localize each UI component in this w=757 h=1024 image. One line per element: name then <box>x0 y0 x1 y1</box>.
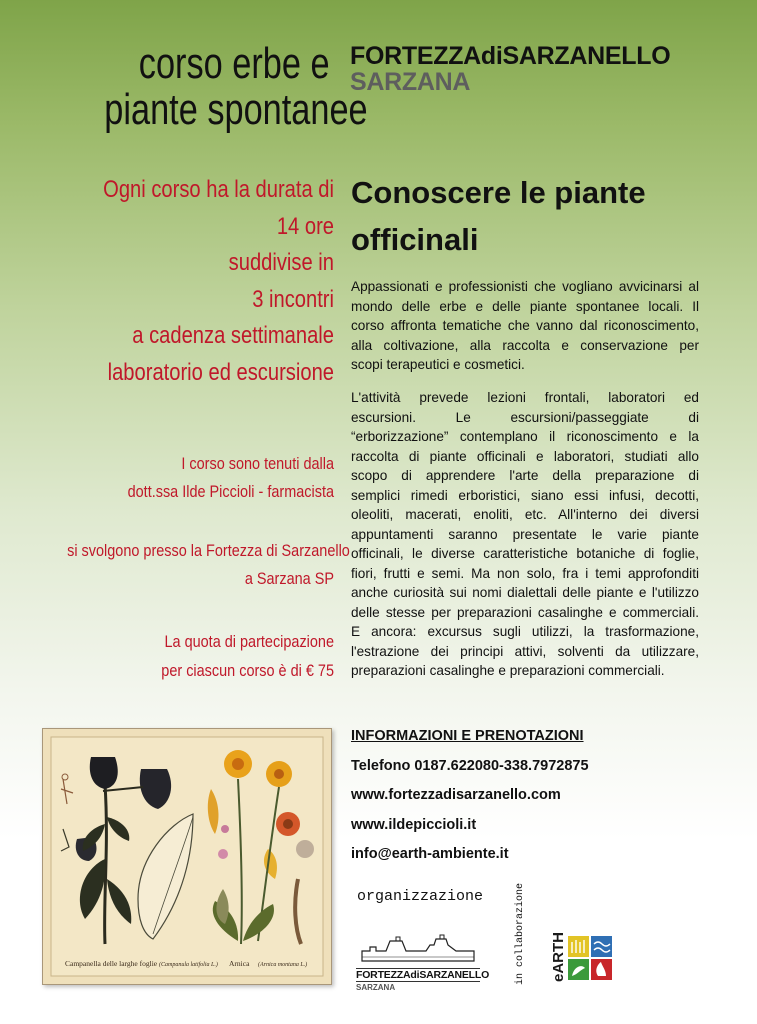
info-line: a cadenza settimanale <box>132 322 334 349</box>
venue-name: FORTEZZAdiSARZANELLO <box>350 42 671 70</box>
botanical-plants-image <box>43 729 331 984</box>
teacher-line: I corso sono tenuti dalla <box>181 454 334 473</box>
paragraph-line: semplici rimedi erboristici, siano essi infusi, decotti, <box>351 487 699 503</box>
teacher-line: dott.ssa Ilde Piccioli - farmacista <box>127 482 334 501</box>
activity-paragraph <box>351 388 699 681</box>
paragraph-line: scopi terapeutici e cosmetici. <box>351 357 525 372</box>
fortress-icon <box>356 933 480 963</box>
venue-city: SARZANA <box>350 68 471 96</box>
paragraph-line: delle stesse per preparazioni casalinghe e commerciali. <box>351 604 699 620</box>
fortezza-logo <box>356 933 490 992</box>
teacher-info <box>40 450 334 506</box>
paragraph-line: corso affronta tematiche che vanno dal riconoscimento, <box>351 318 699 333</box>
main-heading-line1: Conoscere le piante <box>351 175 646 210</box>
paragraph-line: oleoliti, macerati, enoliti, etc. All'interno dei diversi <box>351 507 699 522</box>
caption-right: Arnica <box>229 959 250 968</box>
caption-left-latin: (Campanula latifolia L.) <box>159 962 218 968</box>
email-link[interactable]: info@earth-ambiente.it <box>351 846 509 862</box>
main-heading <box>351 173 731 260</box>
intro-paragraph <box>351 277 699 375</box>
location-info <box>20 537 350 593</box>
paragraph-line: E ancora: excursus sugli utilizzi, la trasformazione, <box>351 624 699 639</box>
fee-line: La quota di partecipazione <box>164 632 334 651</box>
paragraph-line: “erborizzazione” contemplano il riconoscimento e la <box>351 429 699 444</box>
course-title-line2: piante spontanee <box>104 85 368 134</box>
caption-left: Campanella delle larghe foglie <box>65 959 158 968</box>
paragraph-line: mondo delle erbe e delle piante spontanee locali. Il <box>351 298 699 314</box>
paragraph-line: officinali, le diverse caratteristiche botaniche di foglie, <box>351 546 699 561</box>
earth-elements-icon <box>568 936 614 982</box>
fortezza-logo-name: FORTEZZAdiSARZANELLO <box>356 969 490 981</box>
organization-label: organizzazione <box>357 888 484 905</box>
earth-logo-text: eARTH <box>550 931 567 982</box>
website-fortezza-link[interactable]: www.fortezzadisarzanello.com <box>351 787 561 803</box>
paragraph-line: appuntamenti saranno presentate le varie piante <box>351 526 699 542</box>
info-line: Ogni corso ha la durata di <box>103 176 334 203</box>
contact-phone: Telefono 0187.622080-338.7972875 <box>351 758 589 774</box>
info-line: suddivise in <box>228 249 334 276</box>
contact-title: INFORMAZIONI E PRENOTAZIONI <box>351 728 584 744</box>
main-heading-line2: officinali <box>351 222 479 257</box>
course-duration-info <box>40 172 334 391</box>
info-line: 14 ore <box>276 212 334 240</box>
paragraph-line: l'estrazione dei principi attivi, solventi da utilizzare, <box>351 643 699 659</box>
paragraph-line: escursioni. Le escursioni/passeggiate di <box>351 409 699 425</box>
fee-info <box>40 627 334 685</box>
collaboration-label: in collaborazione <box>515 882 526 985</box>
course-title <box>30 39 368 134</box>
location-line: a Sarzana SP <box>244 569 334 588</box>
website-piccioli-link[interactable]: www.ildepiccioli.it <box>351 817 477 833</box>
fee-line: per ciascun corso è di € 75 <box>161 661 334 680</box>
botanical-illustration <box>42 728 332 985</box>
paragraph-line: Appassionati e professionisti che vogliano avvicinarsi al <box>351 279 699 294</box>
caption-right-latin: (Arnica montana L.) <box>258 962 308 968</box>
paragraph-line: anche curiosità sui nomi dialettali delle piante e l'utilizzo <box>351 585 699 600</box>
fortezza-logo-city: SARZANA <box>356 983 396 992</box>
paragraph-line: fiori, frutti e semi. Ma non solo, fra i temi approfonditi <box>351 565 699 581</box>
paragraph-line: scopo di apprendere l'arte della preparazione di <box>351 468 699 483</box>
info-line: laboratorio ed escursione <box>107 358 334 386</box>
info-line: 3 incontri <box>252 285 334 313</box>
paragraph-line: raccolta di piante officinali e laboratori, studiati allo <box>351 448 699 464</box>
paragraph-line: alla coltivazione, alla raccolta e conservazione per <box>351 337 699 353</box>
paragraph-line: preparazioni casalinghe e preparazioni commerciali. <box>351 663 665 678</box>
earth-logo <box>550 931 620 984</box>
paragraph-line: L'attività prevede lezioni frontali, laboratori ed <box>351 390 699 405</box>
course-title-line1: corso erbe e <box>139 39 330 88</box>
location-line: si svolgono presso la Fortezza di Sarzanello <box>67 541 350 560</box>
